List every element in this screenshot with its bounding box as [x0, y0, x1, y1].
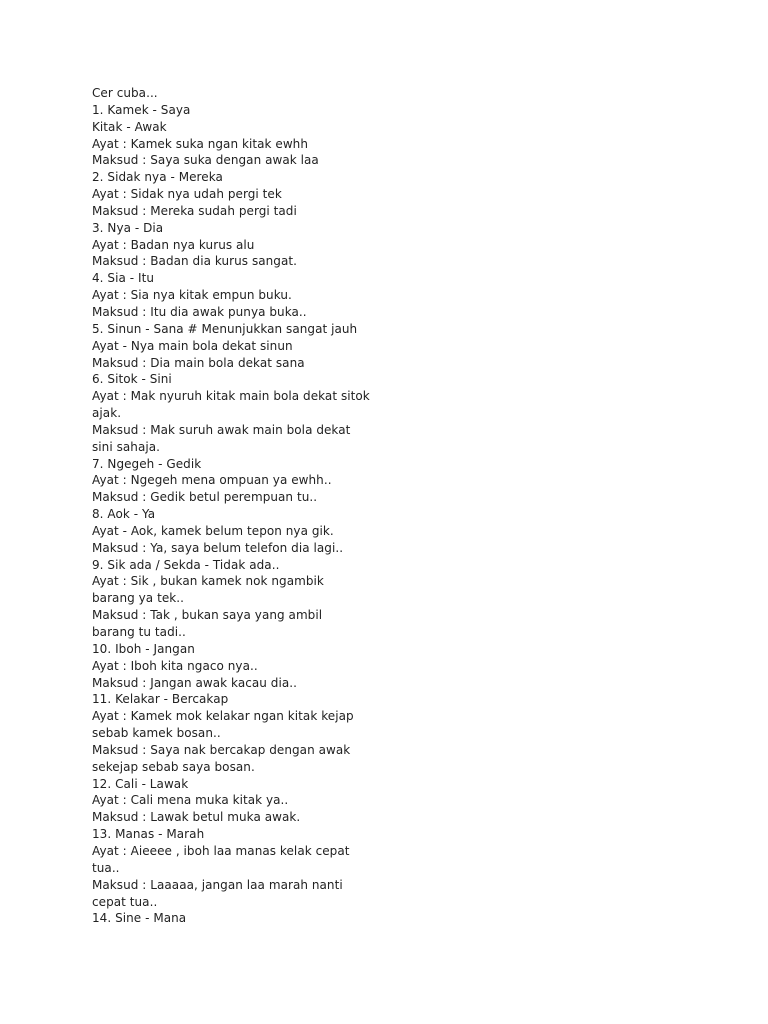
text-line: 5. Sinun - Sana # Menunjukkan sangat jauh [92, 321, 358, 336]
text-line: sini sahaja. [92, 439, 161, 454]
text-line: 10. Iboh - Jangan [92, 641, 195, 656]
text-line: Kitak - Awak [92, 119, 167, 134]
text-line: Ayat - Nya main bola dekat sinun [92, 338, 293, 353]
text-line: 14. Sine - Mana [92, 911, 187, 926]
text-line: 9. Sik ada / Sekda - Tidak ada.. [92, 557, 280, 572]
text-line: Ayat : Mak nyuruh kitak main bola dekat sitok [92, 389, 370, 404]
text-line: Maksud : Saya suka dengan awak laa [92, 153, 319, 168]
text-line: Ayat : Ngegeh mena ompuan ya ewhh.. [92, 473, 332, 488]
text-line: sekejap sebab saya bosan. [92, 759, 255, 774]
text-line: 6. Sitok - Sini [92, 372, 172, 387]
text-line: 11. Kelakar - Bercakap [92, 692, 229, 707]
text-line: Maksud : Tak , bukan saya yang ambil [92, 608, 323, 623]
text-line: Ayat : Sik , bukan kamek nok ngambik [92, 574, 324, 589]
text-line: 8. Aok - Ya [92, 507, 156, 522]
text-line: Maksud : Mak suruh awak main bola dekat [92, 422, 351, 437]
text-line: Maksud : Lawak betul muka awak. [92, 810, 301, 825]
text-line: Ayat : Iboh kita ngaco nya.. [92, 658, 258, 673]
text-line: 7. Ngegeh - Gedik [92, 456, 202, 471]
text-line: Maksud : Jangan awak kacau dia.. [92, 675, 297, 690]
text-line: Ayat : Cali mena muka kitak ya.. [92, 793, 289, 808]
text-line: Ayat : Kamek suka ngan kitak ewhh [92, 136, 308, 151]
text-line: Maksud : Laaaaa, jangan laa marah nanti [92, 877, 343, 892]
text-line: Ayat : Aieeee , iboh laa manas kelak cepat [92, 843, 350, 858]
text-line: Maksud : Mereka sudah pergi tadi [92, 203, 297, 218]
text-line: Ayat : Kamek mok kelakar ngan kitak kejap [92, 709, 354, 724]
text-line: 13. Manas - Marah [92, 827, 205, 842]
text-line: Maksud : Ya, saya belum telefon dia lagi.. [92, 540, 344, 555]
text-line: Cer cuba... [92, 86, 158, 100]
text-line: Ayat : Sia nya kitak empun buku. [92, 288, 292, 303]
text-line: Ayat - Aok, kamek belum tepon nya gik. [92, 523, 334, 538]
text-line: Maksud : Saya nak bercakap dengan awak [92, 742, 351, 757]
text-line: Maksud : Itu dia awak punya buka.. [92, 304, 307, 319]
text-line: ajak. [92, 406, 122, 421]
document-body [92, 85, 392, 927]
text-line: Ayat : Sidak nya udah pergi tek [92, 187, 282, 202]
text-line: barang tu tadi.. [92, 625, 186, 639]
text-line: 2. Sidak nya - Mereka [92, 170, 223, 185]
text-line: 1. Kamek - Saya [92, 102, 191, 117]
text-line: Maksud : Dia main bola dekat sana [92, 355, 305, 370]
text-line: barang ya tek.. [92, 591, 184, 606]
text-line: tua.. [92, 860, 120, 875]
text-line: 12. Cali - Lawak [92, 776, 189, 791]
text-line: Maksud : Gedik betul perempuan tu.. [92, 490, 318, 505]
text-line: Maksud : Badan dia kurus sangat. [92, 254, 297, 269]
text-line: Ayat : Badan nya kurus alu [92, 237, 255, 252]
text-line: cepat tua.. [92, 894, 158, 909]
text-line: 3. Nya - Dia [92, 220, 164, 235]
text-line: 4. Sia - Itu [92, 271, 154, 286]
text-line: sebab kamek bosan.. [92, 726, 221, 741]
